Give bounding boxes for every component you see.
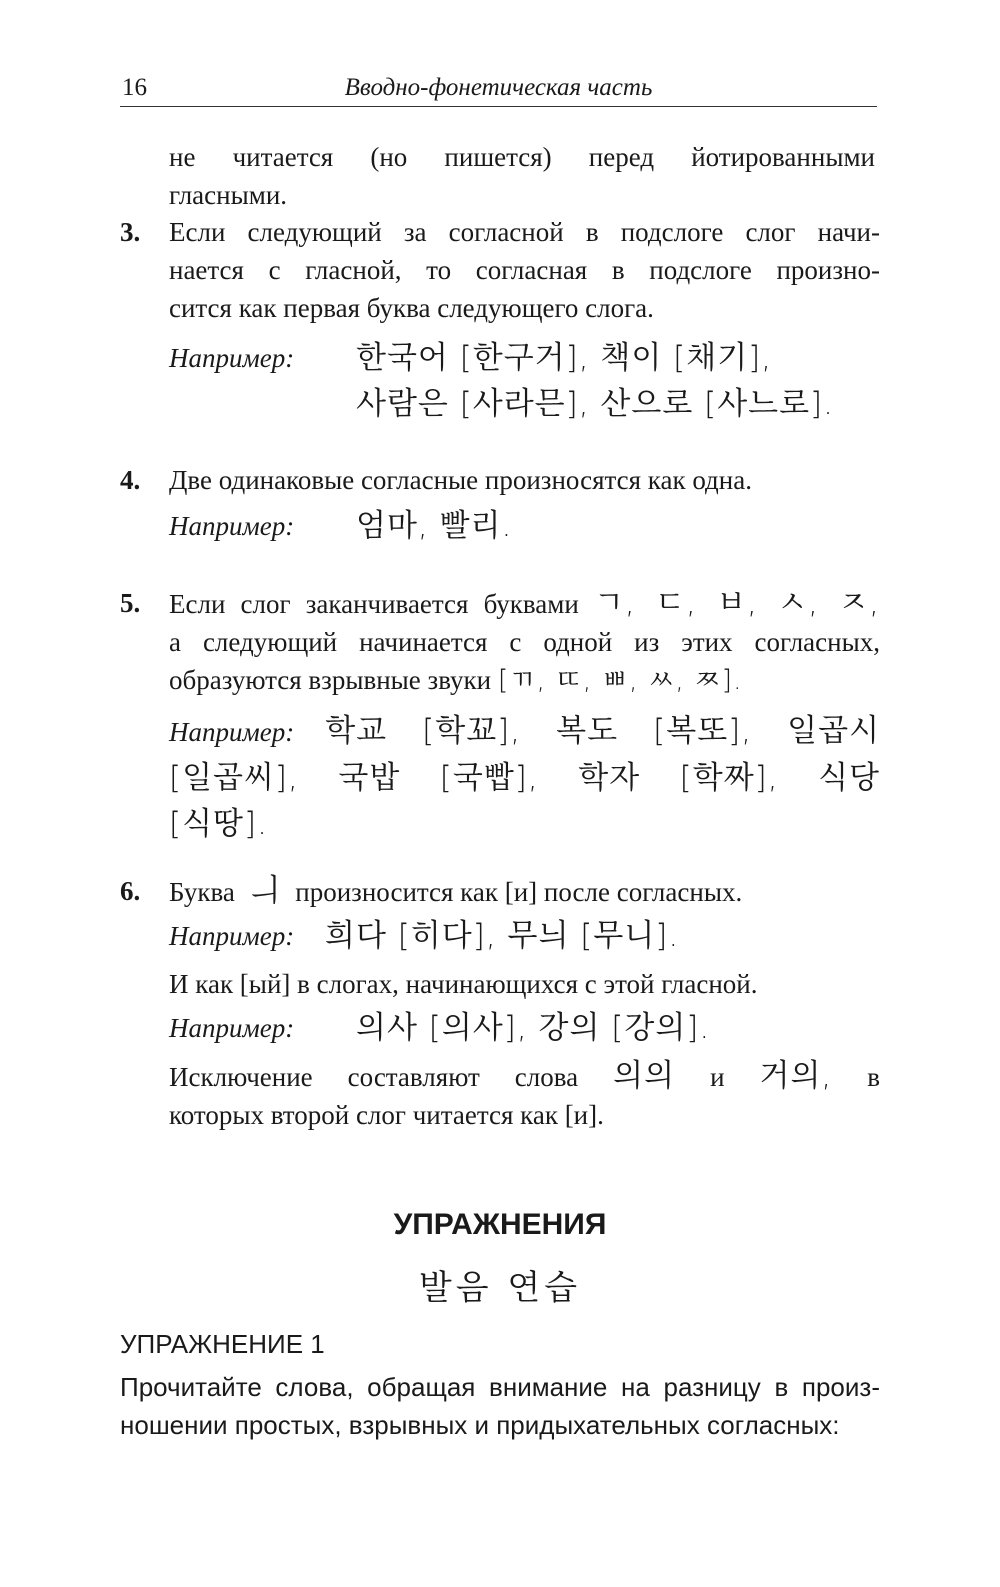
- rule-6-body: [169, 872, 880, 1134]
- rule-5-line-2: а следующий начинается с одной из этих согласных,: [169, 627, 880, 657]
- rule-4-number: 4.: [120, 465, 141, 495]
- rule-3-number: 3.: [120, 217, 141, 247]
- rule-3-example-2: [169, 381, 880, 427]
- rule-5-line-1: [169, 584, 880, 623]
- rule-5-line-1-text: Если слог заканчивается буквами: [169, 589, 579, 619]
- rule-3-example-1: [169, 335, 880, 381]
- rule-5-example-line-2: [일곱씨], 국밥 [국빱], 학자 [학짜], 식당: [169, 760, 880, 796]
- rule-5-number: 5.: [120, 588, 141, 618]
- rule-5-example-line-3: [식땅].: [169, 806, 268, 842]
- rule-5-example: [169, 708, 880, 847]
- rule-5-line-1-letters: ㄱ, ㄷ, ㅂ, ㅅ, ㅈ,: [593, 585, 880, 621]
- rule-6-exception-and: и: [710, 1062, 725, 1092]
- rule-6-example-2: [169, 1005, 880, 1051]
- rule-6-exception-word-1: 의의: [613, 1058, 676, 1094]
- rule-6-example-2-text: 의사 [의사], 강의 [강의].: [356, 1010, 711, 1046]
- rule-5-line-3-text: образуются взрывные звуки: [169, 665, 492, 695]
- example-label: Например:: [169, 1013, 295, 1043]
- rule-5-example-line-1: [169, 708, 880, 755]
- page-number: 16: [122, 74, 147, 101]
- example-label: Например:: [169, 511, 295, 541]
- exercise-1: [120, 1325, 880, 1444]
- rule-3-body: [169, 213, 880, 427]
- rule-6-line-2: И как [ый] в слогах, начинающихся с этой гласной.: [169, 969, 758, 999]
- rule-4-example-1-text: 엄마, 빨리.: [356, 508, 513, 544]
- rule-6-line-1: [169, 872, 880, 911]
- running-header: [120, 74, 877, 107]
- rule-6-number: 6.: [120, 876, 141, 906]
- exercises-subtitle: 발음 연습: [418, 1268, 582, 1308]
- rule-4-line-1: Две одинаковые согласные произносятся как одна.: [169, 465, 752, 495]
- example-label: Например:: [169, 921, 295, 951]
- exercise-1-line-1: Прочитайте слова, обращая внимание на разницу в произ-: [120, 1372, 880, 1402]
- rule-6-exception-line-1: [169, 1057, 880, 1096]
- intro-line-1: не читается (но пишется) перед йотированными: [169, 142, 875, 172]
- rule-6-exception-b: в: [867, 1062, 881, 1092]
- rule-3-line-1: Если следующий за согласной в подслоге слог начи-: [169, 217, 880, 247]
- rule-4-example-1: [169, 503, 880, 549]
- rule-6-exception-word-2: 거의,: [759, 1058, 833, 1094]
- intro-line-2: гласными.: [169, 180, 288, 210]
- exercise-1-title: УПРАЖНЕНИЕ 1: [120, 1329, 325, 1359]
- rule-4-body: [169, 461, 880, 549]
- rule-3-example-2-text: 사람은 [사라믄], 산으로 [사느로].: [356, 386, 834, 422]
- intro-paragraph: [169, 138, 875, 214]
- example-label: Например:: [169, 343, 295, 373]
- rule-6-exception-a: Исключение составляют слова: [169, 1062, 579, 1092]
- example-label: Например:: [169, 717, 295, 747]
- rule-3-line-3: сится как первая буква следующего слога.: [169, 293, 654, 323]
- rule-6-line-1-b: произносится как [и] после согласных.: [295, 877, 743, 907]
- exercise-1-line-2: ношении простых, взрывных и придыхательных согласных:: [120, 1410, 840, 1440]
- rule-3-line-2: нается с гласной, то согласная в подслоге произно-: [169, 255, 880, 285]
- rule-6-letter: ㅢ: [249, 873, 281, 909]
- rule-6-example-1: [169, 913, 880, 959]
- running-title: Вводно-фонетическая часть: [344, 74, 653, 101]
- rule-5-line-3-letters: [ㄲ, ㄸ, ㅃ, ㅆ, ㅉ].: [497, 665, 743, 696]
- exercises-title: УПРАЖНЕНИЯ: [393, 1208, 607, 1241]
- rule-5-example-line-1-text: 학교 [학꾜], 복도 [복또], 일곱시: [325, 713, 881, 749]
- rule-3-example-1-text: 한국어 [한구거], 책이 [채기],: [356, 340, 773, 376]
- rule-6-example-1-text: 희다 [히다], 무늬 [무니].: [325, 918, 680, 954]
- rule-6-line-1-a: Буква: [169, 877, 235, 907]
- rule-6-exception-line-2: которых второй слог читается как [и].: [169, 1100, 604, 1130]
- rule-5-body: [169, 584, 880, 847]
- rule-5-line-3: [169, 661, 880, 700]
